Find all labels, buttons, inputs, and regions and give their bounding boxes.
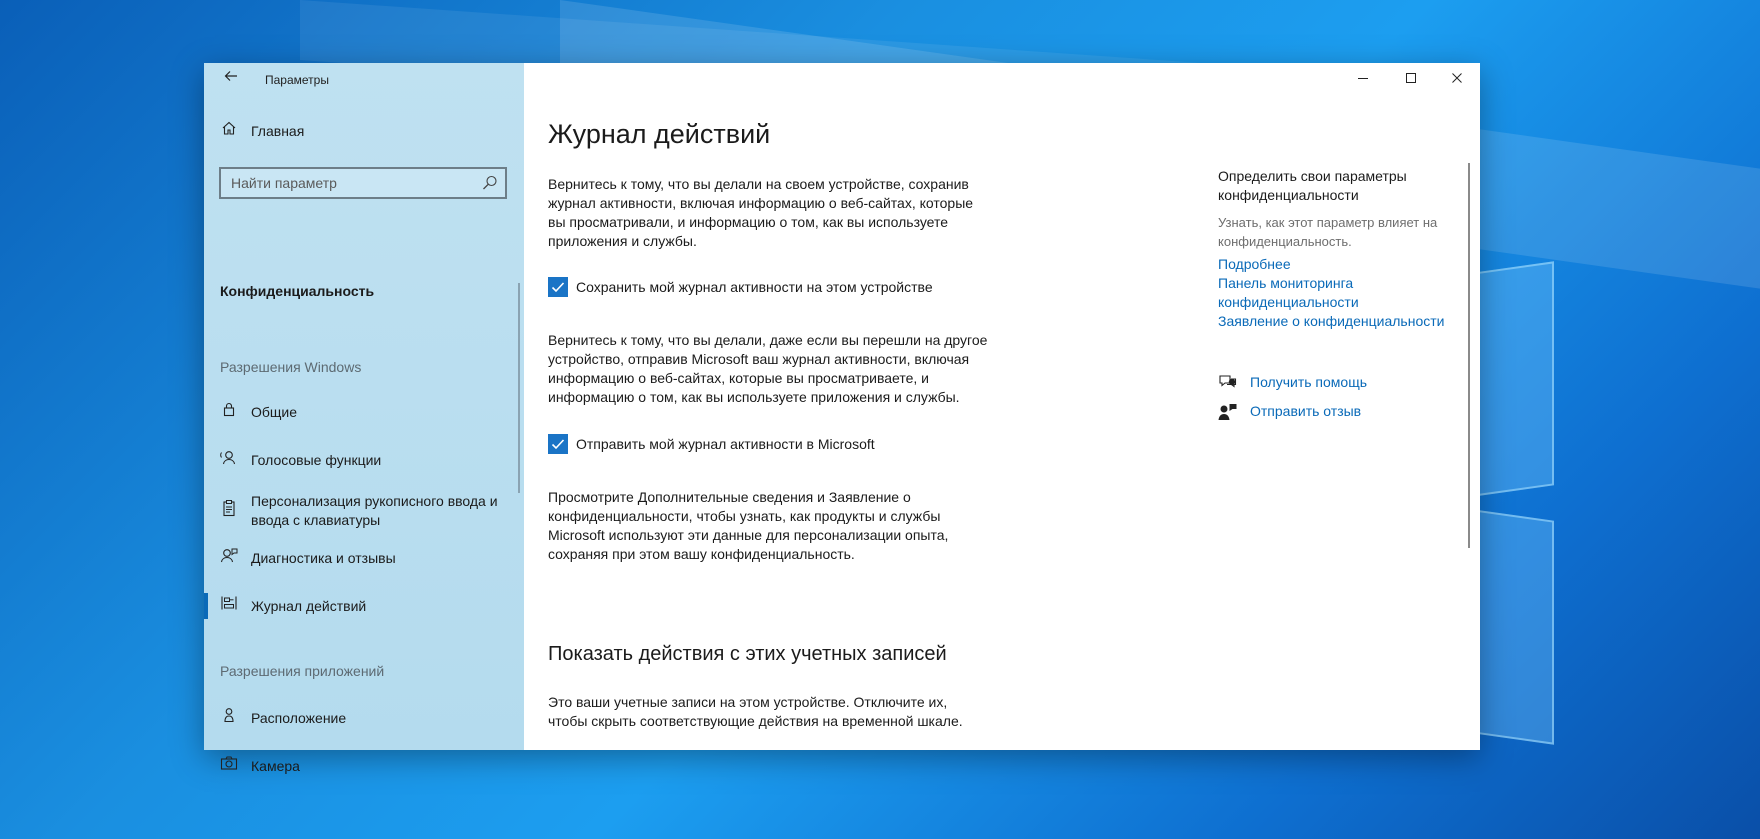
checkmark-icon <box>551 280 565 294</box>
category-title: Конфиденциальность <box>220 283 375 299</box>
link-learn-more[interactable]: Подробнее <box>1218 256 1291 272</box>
camera-icon <box>219 755 239 775</box>
sidebar-item-label: Персонализация рукописного ввода и ввода с клавиатуры <box>251 493 498 528</box>
help-chat-icon <box>1218 373 1238 393</box>
sidebar <box>204 63 524 774</box>
search-input[interactable] <box>221 169 491 197</box>
sidebar-item-label: Общие <box>251 404 298 420</box>
sidebar-item-label: Диагностика и отзывы <box>251 550 396 566</box>
save-local-history-checkbox[interactable] <box>548 277 968 299</box>
link-privacy-statement[interactable]: Заявление о конфиденциальности <box>1218 313 1445 329</box>
checkbox-checked[interactable] <box>548 277 568 297</box>
sidebar-item-activity-history[interactable] <box>204 595 524 619</box>
search-icon[interactable] <box>481 174 499 192</box>
accounts-heading: Показать действия с этих учетных записей <box>548 643 947 665</box>
link-privacy-dashboard[interactable]: Панель мониторинга конфиденциальности <box>1218 275 1359 310</box>
sidebar-item-label: Камера <box>251 758 300 774</box>
sidebar-item-diagnostics[interactable] <box>204 547 524 571</box>
checkmark-icon <box>551 437 565 451</box>
arrow-left-icon <box>224 69 238 83</box>
accounts-text: Это ваши учетные записи на этом устройстве. Отключите их, чтобы скрыть соответствующие действия на временной шкале. <box>548 694 963 729</box>
minimize-button[interactable] <box>1340 63 1386 95</box>
send-feedback-label: Отправить отзыв <box>1250 403 1362 419</box>
get-help-label: Получить помощь <box>1250 374 1368 390</box>
sidebar-item-home[interactable] <box>204 120 524 144</box>
home-icon <box>219 120 239 140</box>
section-heading-windows: Разрешения Windows <box>220 359 362 375</box>
location-icon <box>219 707 239 727</box>
sidebar-item-general[interactable] <box>204 401 524 425</box>
search-box[interactable] <box>219 167 507 199</box>
maximize-icon <box>1405 72 1417 84</box>
feedback-person-icon <box>219 547 239 567</box>
checkbox-checked[interactable] <box>548 434 568 454</box>
lock-icon <box>219 401 239 421</box>
feedback-icon <box>1218 402 1238 422</box>
title-bar <box>204 63 524 95</box>
checkbox-label: Отправить мой журнал активности в Microsoft <box>576 436 875 452</box>
sidebar-scrollbar[interactable] <box>518 283 520 493</box>
sidebar-item-label: Голосовые функции <box>251 452 382 468</box>
main-content <box>524 63 1480 750</box>
close-icon <box>1451 72 1463 84</box>
cross-device-text: Вернитесь к тому, что вы делали, даже если вы перешли на другое устройство, отправив Microsoft ваш журнал активности, включая информацию о веб-сайтах, которые вы просматриваете, и информацию о том, как вы используете приложения и службы. <box>548 332 988 405</box>
intro-text: Вернитесь к тому, что вы делали на своем устройстве, сохранив журнал активности, включая информацию о веб-сайтах, которые вы просматривали, и информацию о том, как вы используете приложения и службы. <box>548 176 974 249</box>
sidebar-item-location[interactable] <box>204 707 524 731</box>
section-heading-apps: Разрешения приложений <box>220 663 385 679</box>
sidebar-item-label: Расположение <box>251 710 347 726</box>
content-scrollbar[interactable] <box>1468 163 1470 548</box>
send-history-checkbox[interactable] <box>548 434 908 456</box>
sidebar-item-voice[interactable] <box>204 449 524 473</box>
minimize-icon <box>1357 72 1369 84</box>
sidebar-item-label: Журнал действий <box>251 598 367 614</box>
close-button[interactable] <box>1434 63 1480 95</box>
timeline-icon <box>219 595 239 615</box>
privacy-options-title: Определить свои параметры конфиденциальности <box>1218 168 1407 203</box>
page-title: Журнал действий <box>548 119 771 149</box>
privacy-options-subtitle: Узнать, как этот параметр влияет на конфиденциальность. <box>1218 215 1438 249</box>
voice-icon <box>219 449 239 469</box>
settings-window <box>204 63 1480 774</box>
back-button[interactable] <box>220 69 242 89</box>
window-title: Параметры <box>265 73 329 87</box>
sidebar-item-label: Главная <box>251 123 305 139</box>
sidebar-item-inking-typing[interactable] <box>204 491 524 535</box>
clipboard-icon <box>219 499 239 519</box>
checkbox-label: Сохранить мой журнал активности на этом устройстве <box>576 279 933 295</box>
privacy-note-text: Просмотрите Дополнительные сведения и Заявление о конфиденциальности, чтобы узнать, как продукты и службы Microsoft используют эти данные для персонализации опыта, сохраняя при этом вашу конфиденциальность. <box>548 489 949 562</box>
sidebar-item-camera[interactable] <box>204 755 524 779</box>
maximize-button[interactable] <box>1388 63 1434 95</box>
